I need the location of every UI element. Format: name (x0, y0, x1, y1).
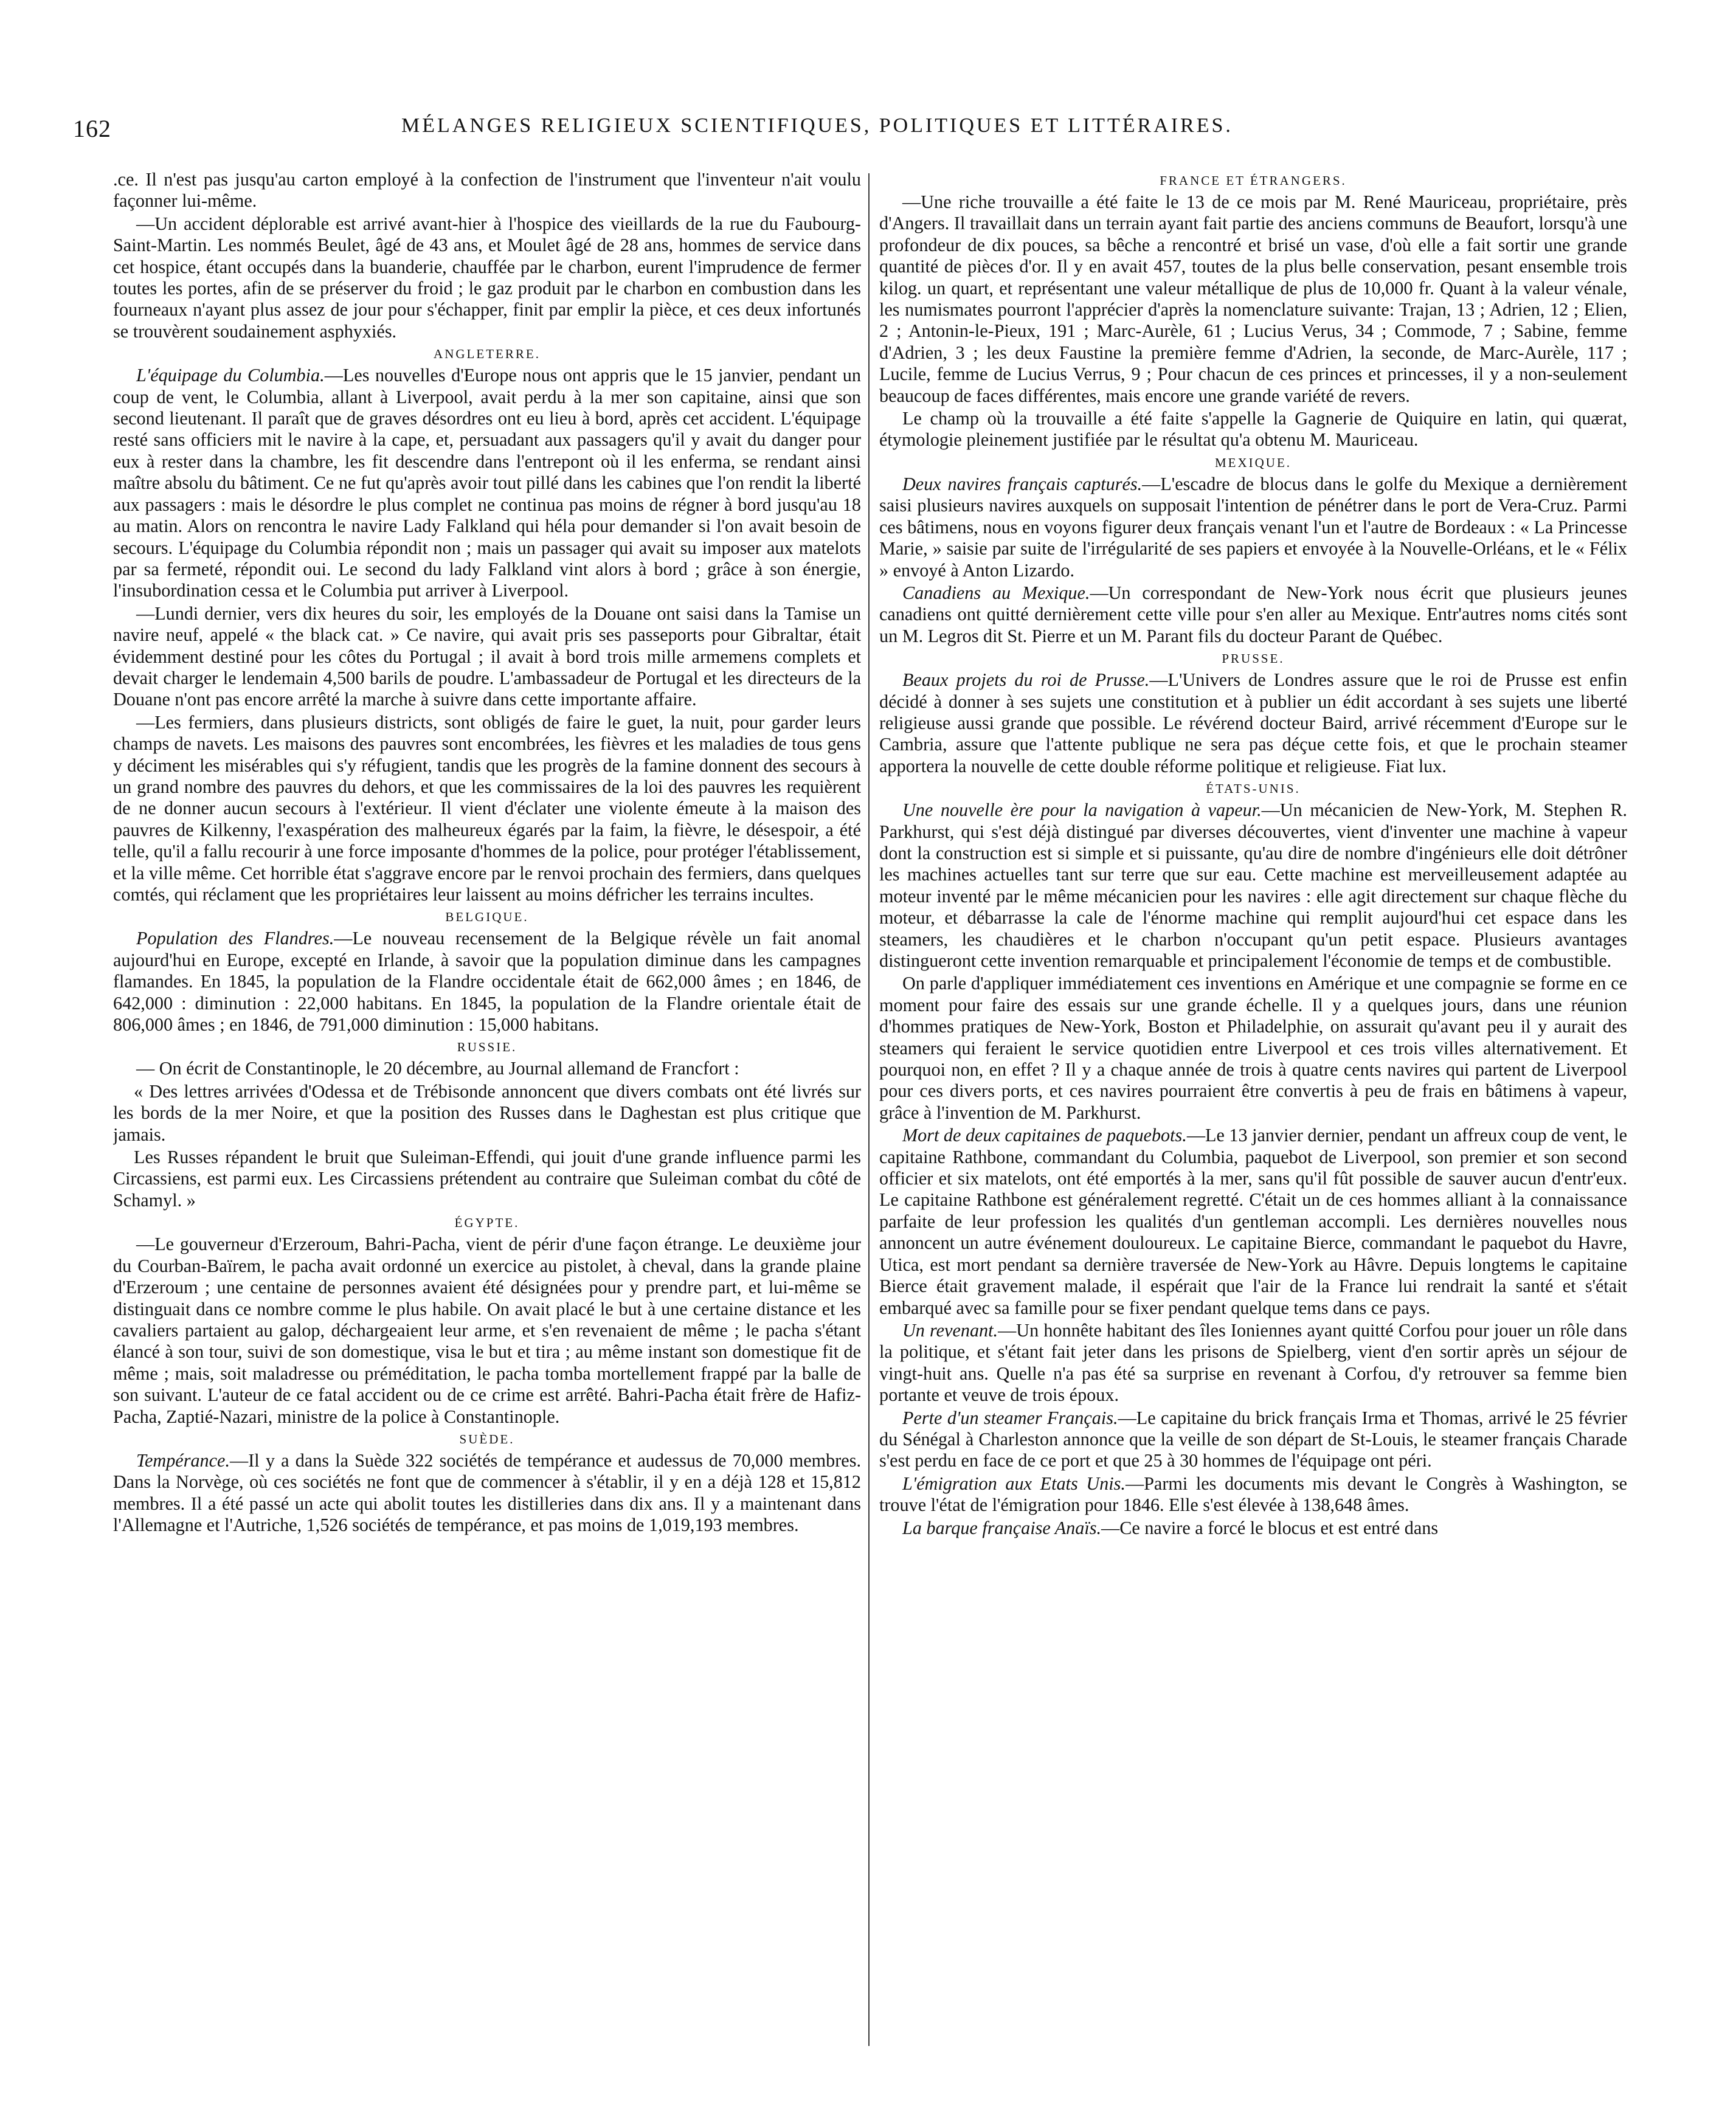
article-hospice-accident: —Un accident déplorable est arrivé avant-hier à l'hospice des vieillards de la rue du Faubourg-Saint-Martin. Les nommés Beulet, âgé de 43 ans, et Moulet âgé de 28 ans, hommes de service dans cet hospice, étant occupés dans la buanderie, chauffée par le charbon, eurent l'imprudence de fermer toutes les portes, afin de se préserver du froid ; le gaz produit par le charbon en combustion dans les fourneaux n'ayant plus assez de jour pour s'échapper, finit par emplir la pièce, et ces deux infortunés se trouvèrent soudainement asphyxiés. (113, 213, 861, 342)
article-prusse (879, 669, 1627, 777)
article-amerique: On parle d'appliquer immédiatement ces inventions en Amérique et une compagnie se forme en ce moment pour faire des essais sur une grande échelle. Il y a quelques jours, dans une réunion d'hommes pratiques de New-York, Boston et Philadelphie, on assurait qu'avant peu il y aurait des steamers qui feraient le service quotidien entre Liverpool et ces trois villes alternativement. Et pourquoi non, en effet ? Il y a chaque année de trois à quatre cents navires qui partent de Liverpool pour ces divers ports, et ces navires pourraient être convertis à peu de frais en bâtimens à vapeur, grâce à l'invention de M. Parkhurst. (879, 973, 1627, 1123)
article-fermiers: —Les fermiers, dans plusieurs districts, sont obligés de faire le guet, la nuit, pour garder leurs champs de navets. Les maisons des pauvres sont encombrées, les fièvres et les maladies de tous gens y déciment les misérables qui s'y réfugient, tandis que les progrès de la famine donnent des secours à un grand nombre des pauvres du dehors, et que les commissaires de la loi des pauvres les requièrent de ne donner aucun secours à l'extérieur. Il vient d'éclater une violente émeute à la maison des pauvres de Kilkenny, l'exaspération des malheureux égarés par la faim, la fièvre, le désespoir, a été telle, qu'il a fallu recourir à une force imposante d'hommes de la police, pour protéger l'établissement, et la ville même. Cet horrible état s'aggrave encore par le renvoi prochain des fermiers, dans quelques comtés, qui réclament que les propriétaires leur laissent au moins défricher les terrains incultes. (113, 711, 861, 905)
article-lead: Population des Flandres. (136, 928, 334, 949)
right-column (879, 169, 1627, 2060)
article-erzeroum: —Le gouverneur d'Erzeroum, Bahri-Pacha, vient de périr d'une façon étrange. Le deuxième jour du Courban-Baïrem, le pacha avait ordonné un exercice au pistolet, à cheval, dans la grande plaine d'Erzeroum ; une centaine de personnes avaient été désignées pour y prendre part, et lui-même se distinguait dans ce nombre comme le plus habile. On avait placé le but à une certaine distance et les cavaliers partaient au galop, déchargeaient leur arme, et s'en revenaient de même ; le pacha s'étant élancé à son tour, suivi de son domestique, visa le but et tira ; au même instant son domestique fit de même ; mais, soit maladresse ou préméditation, le pacha tomba mortellement frappé par la balle de son suivant. L'auteur de ce fatal accident ou de ce crime est arrêté. Bahri-Pacha était frère de Hafiz-Pacha, Zaptié-Nazari, ministre de la police à Constantinople. (113, 1234, 861, 1427)
article-russie-intro: — On écrit de Constantinople, le 20 décembre, au Journal allemand de Francfort : (136, 1058, 739, 1079)
article-body: —Le capitaine du brick français Irma et Thomas, arrivé le 25 février du Sénégal à Charleston annonce que la veille de son départ de St-Louis, le steamer français Charade s'est perdu en face de ce port et que 25 à 30 hommes de l'équipage ont péri. (879, 1407, 1627, 1471)
article-lead: Beaux projets du roi de Prusse. (902, 669, 1150, 691)
article-capitaines (879, 1125, 1627, 1319)
article-canadiens (879, 582, 1627, 647)
article-body: —Il y a dans la Suède 322 sociétés de tempérance et audessus de 70,000 membres. Dans la Norvège, où ces sociétés ne font que de commencer à s'établir, il y en a déjà 128 et 15,812 membres. Il a été passé un acte qui abolit toutes les distilleries dans dix ans. Il y a maintenant dans l'Allemagne et l'Autriche, 1,526 sociétés de tempérance, et pas moins de 1,019,193 membres. (113, 1450, 861, 1536)
article-emigration (879, 1473, 1627, 1516)
article-body: —Le nouveau recensement de la Belgique révèle un fait anomal aujourd'hui en Europe, excepté en Irlande, à savoir que la population diminue dans les campagnes flamandes. En 1845, la population de la Flandre occidentale était de 662,000 âmes ; en 1846, de 642,000 : diminution : 22,000 habitans. En 1845, la population de la Flandre orientale était de 806,000 âmes ; en 1846, de 791,000 diminution : 15,000 habitans. (113, 928, 861, 1035)
article-body: —Un honnête habitant des îles Ioniennes ayant quitté Corfou pour jouer un rôle dans la politique, et s'étant fait jeter dans les prisons de Spielberg, vient d'en sortir après un séjour de vingt-huit ans. Quelle n'a pas été sa surprise en revenant à Corfou, d'y retrouver sa femme bien portante et veuve de trois époux. (879, 1319, 1627, 1406)
article-body: —L'Univers de Londres assure que le roi de Prusse est enfin décidé à donner à ses sujets une constitution et à publier un édit accordant à ses sujets une liberté religieuse aussi grande que possible. Le révérend docteur Baird, arrivé récemment d'Europe sur le Cambria, assure que l'attente publique ne sera pas déçue cette fois, et que le prochain steamer apportera la nouvelle de cette double réforme politique et religieuse. Fiat lux. (879, 669, 1627, 776)
article-lead: Tempérance. (136, 1450, 230, 1471)
article-lead: Une nouvelle ère pour la navigation à vapeur. (902, 800, 1262, 821)
article-navigation (879, 800, 1627, 972)
section-heading-suede: SUÈDE. (459, 1431, 515, 1446)
section-heading-mexique: MEXIQUE. (1214, 455, 1292, 470)
running-head (73, 114, 1617, 151)
article-body: —L'escadre de blocus dans le golfe du Mexique a dernièrement saisi plusieurs navires auxquels on supposait l'intention de pénétrer dans le port de Vera-Cruz. Parmi ces bâtimens, nous en voyons figurer deux français venant l'un et l'autre de Bordeaux : « La Princesse Marie, » saisie par suite de l'irrégularité de ses papiers et envoyée à la Nouvelle-Orléans, et le « Félix » envoyé à Anton Lizardo. (879, 473, 1627, 581)
article-revenant (879, 1320, 1627, 1406)
article-steamer (879, 1408, 1627, 1472)
article-body: —Le 13 janvier dernier, pendant un affreux coup de vent, le capitaine Rathbone, commandant du Columbia, paquebot de Liverpool, son premier et son second officier et six matelots, ont été emportés à la mer, sans qu'il fût possible de sauver aucun d'entr'eux. Le capitaine Rathbone est généralement regretté. C'était un de ces hommes alliant à la connaissance parfaite de leur profession les qualités d'un gentleman accompli. Les dernières nouvelles nous annoncent un autre événement douloureux. Le capitaine Bierce, commandant le paquebot du Havre, Utica, est mort pendant sa dernière traversée de New-York au Hâvre. Depuis longtems le capitaine Bierce était gravement malade, il espérait que l'air de la France lui rendrait la santé et s'était embarqué avec sa famille pour se fixer pendant quelque tems dans ce pays. (879, 1125, 1627, 1318)
article-lead: Perte d'un steamer Français. (902, 1407, 1118, 1428)
section-heading-angleterre: ANGLETERRE. (434, 347, 541, 362)
article-anais (879, 1518, 1627, 1539)
article-temperance (113, 1450, 861, 1536)
article-columbia (113, 365, 861, 601)
article-body: —Un mécanicien de New-York, M. Stephen R. Parkhurst, qui s'est déjà distingué par diverses découvertes, vient d'inventer une machine à vapeur dont la construction est si simple et si puissante, qu'au dire de nombre d'ingénieurs elle doit détrôner les machines actuelles tant sur terre que sur eau. Cette machine est merveilleusement adaptée au moteur inventé par le même mécanicien pour les navires : elle agit directement sur chaque flèche du moteur, et débarrasse la cale de l'énorme machine qui remplit aujourd'hui cet espace dans les steamers, les chaudières et le charbon n'occupant qu'un petit espace. Plusieurs avantages distingueront cette invention remarquable et principalement l'économie de temps et de combustible. (879, 800, 1627, 971)
section-heading-prusse: PRUSSE. (1222, 651, 1285, 666)
article-body: —Les nouvelles d'Europe nous ont appris que le 15 janvier, pendant un coup de vent, le Columbia, allant à Liverpool, avait perdu à la mer son capitaine, ainsi que son second lieutenant. Il paraît que de graves désordres ont eu lieu à bord, après cet accident. L'équipage resté sans officiers mit le navire à la cape, et, persuadant aux passagers qu'il y avait du danger pour eux à rester dans la chambre, les fit descendre dans l'entrepont où il les enferma, se rendant ainsi maître absolu du bâtiment. Ce ne fut qu'après avoir tout pillé dans les cabines que l'on rendit la liberté aux passagers : mais le désordre le plus complet ne continua pas moins de régner à bord jusqu'au 18 au matin. Alors on rencontra le navire Lady Falkland qui héla pour demander si l'on avait besoin de secours. L'équipage du Columbia répondit non ; mais un passager qui avait su imposer aux matelots par sa fermeté, répondit oui. Le second du lady Falkland vint alors à bord ; grâce à son énergie, l'insubordination cessa et le Columbia put arriver à Liverpool. (113, 365, 861, 601)
article-continuation: .ce. Il n'est pas jusqu'au carton employé à la confection de l'instrument que l'inventeur n'ait voulu façonner lui-même. (113, 169, 861, 212)
article-russie-quote-1: « Des lettres arrivées d'Odessa et de Trébisonde annoncent que divers combats ont été livrés sur les bords de la mer Noire, et que la position des Russes dans le Daghestan est plus critique que jamais. (113, 1080, 861, 1145)
article-lead: Mort de deux capitaines de paquebots. (902, 1125, 1187, 1146)
article-douane: —Lundi dernier, vers dix heures du soir, les employés de la Douane ont saisi dans la Tamise un navire neuf, appelé « the black cat. » Ce navire, qui avait pris ses passeports pour Gibraltar, était évidemment destiné pour les côtes du Portugal ; il avait à bord trois mille armemens complets et devait charger le lendemain 4,500 barils de poudre. L'ambassadeur de Portugal et les directeurs de la Douane n'ont pas encore arrêté la marche à suivre dans cette importante affaire. (113, 603, 861, 710)
article-lead: L'équipage du Columbia. (136, 365, 325, 386)
article-lead: Canadiens au Mexique. (902, 582, 1090, 603)
article-russie-quote-2: Les Russes répandent le bruit que Suleiman-Effendi, qui jouit d'une grande influence parmi les Circassiens, est parmi eux. Les Circassiens prétendent au contraire que Suleiman combat du côté de Schamyl. » (113, 1147, 861, 1211)
page-number: 162 (73, 115, 111, 142)
section-heading-etats-unis: ÉTATS-UNIS. (1206, 781, 1301, 797)
section-heading-egypte: ÉGYPTE. (454, 1215, 520, 1231)
article-lead: La barque française Anaïs. (902, 1517, 1102, 1538)
article-body: —Ce navire a forcé le blocus et est entré dans (1101, 1517, 1439, 1538)
article-lead: Un revenant. (902, 1319, 998, 1341)
article-navires (879, 474, 1627, 581)
article-body: —Un correspondant de New-York nous écrit que plusieurs jeunes canadiens ont quitté dernièrement cette ville pour s'en aller au Mexique. Entr'autres noms cités sont un M. Legros dit St. Pierre et un M. Parant fils du docteur Parant de Québec. (879, 582, 1627, 646)
left-column (113, 169, 861, 2060)
journal-title: MÉLANGES RELIGIEUX SCIENTIFIQUES, POLITIQUES ET LITTÉRAIRES. (401, 114, 1233, 137)
section-heading-france: FRANCE ET ÉTRANGERS. (1160, 173, 1347, 188)
article-lead: Deux navires français capturés. (902, 473, 1143, 494)
article-flandres (113, 928, 861, 1035)
article-champ: Le champ où la trouvaille a été faite s'appelle la Gagnerie de Quiquire en latin, qui quærat, étymologie pleinement justifiée par le résultat qu'a obtenu M. Mauriceau. (879, 408, 1627, 451)
article-lead: L'émigration aux Etats Unis. (902, 1473, 1126, 1494)
article-body: —Parmi les documents mis devant le Congrès à Washington, se trouve l'état de l'émigration pour 1846. Elle s'est élevée à 138,648 âmes. (879, 1473, 1627, 1516)
section-heading-belgique: BELGIQUE. (445, 910, 529, 925)
section-heading-russie: RUSSIE. (457, 1040, 517, 1055)
article-tresor: —Une riche trouvaille a été faite le 13 de ce mois par M. René Mauriceau, propriétaire, près d'Angers. Il travaillait dans un terrain ayant fait partie des anciens communs de Beaufort, lorsqu'à une profondeur de dix pouces, sa bêche a rencontré et brisé un vase, d'où elle a fait sortir une grande quantité de pièces d'or. Il y en avait 457, toutes de la plus belle conservation, pesant ensemble trois kilog. un quart, et représentant une valeur métallique de plus de 10,000 fr. Quant à la valeur vénale, les numismates pourront l'apprécier d'après la nomenclature suivante: Trajan, 13 ; Adrien, 12 ; Elien, 2 ; Antonin-le-Pieux, 191 ; Marc-Aurèle, 61 ; Lucius Verus, 34 ; Commode, 7 ; Sabine, femme d'Adrien, 3 ; les deux Faustine la première femme d'Adrien, la seconde, de Marc-Aurèle, 117 ; Lucile, femme de Lucius Verrus, 9 ; Pour chacun de ces princes et princesses, il y a non-seulement beaucoup de faces différentes, mais encore une grande variété de revers. (879, 192, 1627, 406)
column-divider (868, 173, 870, 2046)
